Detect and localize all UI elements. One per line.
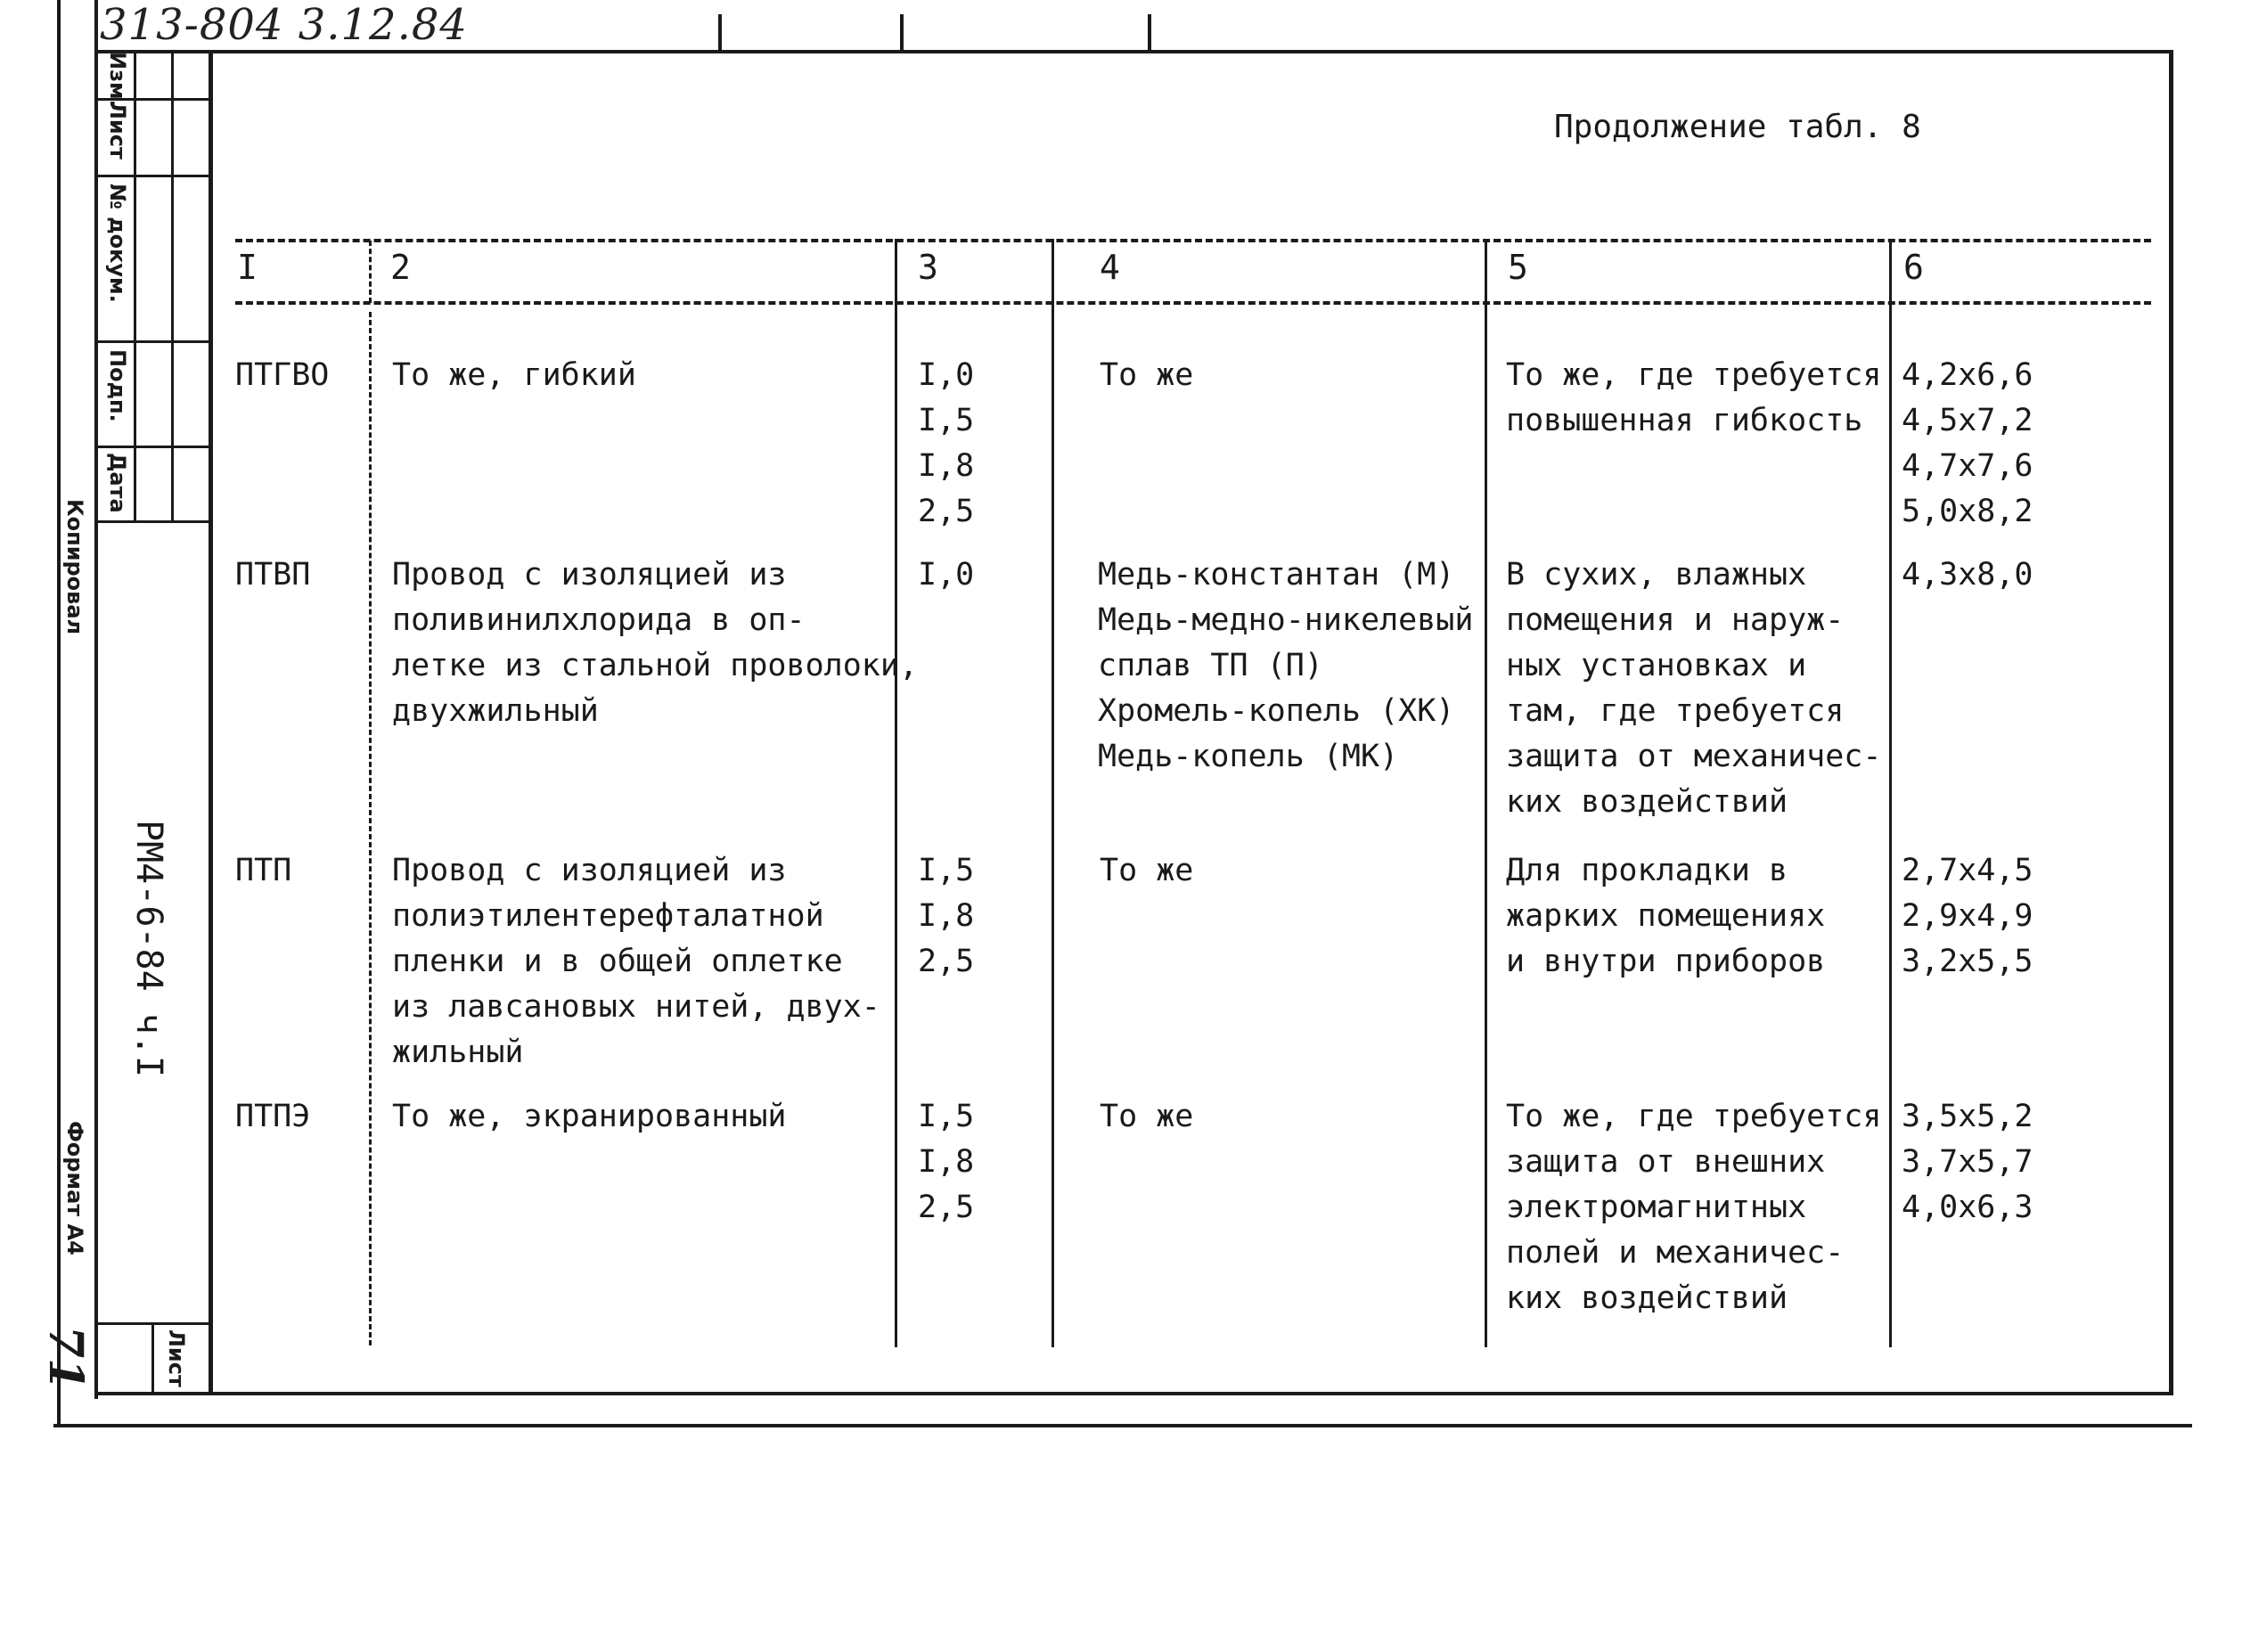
- frame-top: [94, 50, 2172, 53]
- stamp-outer-line: [94, 0, 98, 1399]
- column-header-4: 4: [1100, 248, 1120, 287]
- table-cell-r1-thermo-pair: То же: [1100, 357, 1194, 393]
- sheet-number: 71: [38, 1326, 93, 1391]
- col-divider-5-6: [1889, 239, 1892, 1347]
- table-cell-r3-dimensions: 2,7x4,5 2,9x4,9 3,2x5,5: [1902, 853, 2033, 979]
- top-tick-3: [1148, 14, 1151, 50]
- top-tick-1: [718, 14, 722, 50]
- top-tick-2: [900, 14, 904, 50]
- table-cell-r1-dimensions: 4,2x6,6 4,5x7,2 4,7x7,6 5,0x8,2: [1902, 357, 2033, 529]
- left-margin-line: [57, 0, 61, 1426]
- table-cell-r3-description: Провод с изоляцией из полиэтилентерефталатной пленки и в общей оплетке из лавсановых нитей, двух- жильный: [392, 853, 880, 1070]
- table-title: Продолжение табл. 8: [1554, 109, 1921, 145]
- stamp-row-4: [94, 446, 210, 448]
- document-code: РМ4-6-84 ч.I: [128, 820, 169, 1077]
- stamp-label-list: Лист: [105, 102, 130, 159]
- table-cell-r2-description: Провод с изоляцией из поливинилхлорида в оп- летке из стальной проволоки, двухжильный: [392, 557, 919, 729]
- copied-by-label: Копировал: [62, 499, 87, 635]
- column-header-6: 6: [1903, 248, 1924, 287]
- handwritten-header: 313-804 3.12.84: [100, 0, 468, 50]
- stamp-label-signature: Подп.: [105, 349, 130, 422]
- table-cell-r1-description: То же, гибкий: [392, 357, 636, 393]
- table-cell-r4-thermo-pair: То же: [1100, 1099, 1194, 1134]
- column-header-5: 5: [1508, 248, 1528, 287]
- table-cell-r1-mark: ПТГВО: [235, 357, 330, 393]
- table-header-top-line: [235, 239, 2151, 242]
- table-header-bottom-line: [235, 301, 2151, 305]
- sheet-label: Лист: [164, 1329, 189, 1387]
- table-cell-r4-dimensions: 3,5x5,2 3,7x5,7 4,0x6,3: [1902, 1099, 2033, 1225]
- frame-left: [209, 50, 213, 1395]
- col-divider-4-5: [1485, 239, 1487, 1347]
- table-cell-r3-mark: ПТП: [235, 853, 292, 888]
- column-header-3: 3: [918, 248, 938, 287]
- frame-bottom: [94, 1392, 2172, 1395]
- stamp-row-5: [94, 520, 210, 523]
- table-cell-r1-section: I,0 I,5 I,8 2,5: [918, 357, 975, 529]
- stamp-label-izm: Изм.: [105, 52, 130, 108]
- col-divider-1-2: [369, 312, 372, 1345]
- stamp-sheet-divider: [151, 1322, 154, 1394]
- bottom-margin-line: [53, 1424, 2192, 1427]
- column-header-1: I: [237, 248, 258, 287]
- col-divider-2-3: [895, 239, 897, 1347]
- stamp-col-divider-2: [171, 50, 174, 522]
- table-cell-r2-mark: ПТВП: [235, 557, 311, 593]
- table-cell-r4-application: То же, где требуется защита от внешних электромагнитных полей и механичес- ких воздействий: [1506, 1099, 1882, 1316]
- stamp-col-divider-1: [134, 50, 136, 522]
- table-cell-r4-mark: ПТПЭ: [235, 1099, 311, 1134]
- table-cell-r4-description: То же, экранированный: [392, 1099, 787, 1134]
- table-cell-r2-dimensions: 4,3x8,0: [1902, 557, 2033, 593]
- col-divider-3-4: [1051, 239, 1054, 1347]
- column-header-2: 2: [390, 248, 411, 287]
- format-label: Формат А4: [62, 1121, 87, 1255]
- table-cell-r1-application: То же, где требуется повышенная гибкость: [1506, 357, 1882, 438]
- stamp-row-3: [94, 340, 210, 343]
- col-divider-1-2-header: [369, 241, 372, 303]
- table-cell-r2-application: В сухих, влажных помещения и наруж- ных установках и там, где требуется защита от механичес- ких воздействий: [1506, 557, 1882, 820]
- table-cell-r2-section: I,0: [918, 557, 975, 593]
- table-cell-r3-section: I,5 I,8 2,5: [918, 853, 975, 979]
- table-cell-r2-thermo-pair: Медь-константан (М) Медь-медно-никелевый сплав ТП (П) Хромель-копель (ХК) Медь-копель (МК): [1098, 557, 1474, 774]
- stamp-row-2: [94, 175, 210, 177]
- table-cell-r4-section: I,5 I,8 2,5: [918, 1099, 975, 1225]
- stamp-label-doc-no: № докум.: [105, 184, 130, 303]
- stamp-label-date: Дата: [105, 453, 130, 513]
- table-cell-r3-thermo-pair: То же: [1100, 853, 1194, 888]
- table-cell-r3-application: Для прокладки в жарких помещениях и внутри приборов: [1506, 853, 1826, 979]
- frame-right: [2169, 50, 2173, 1395]
